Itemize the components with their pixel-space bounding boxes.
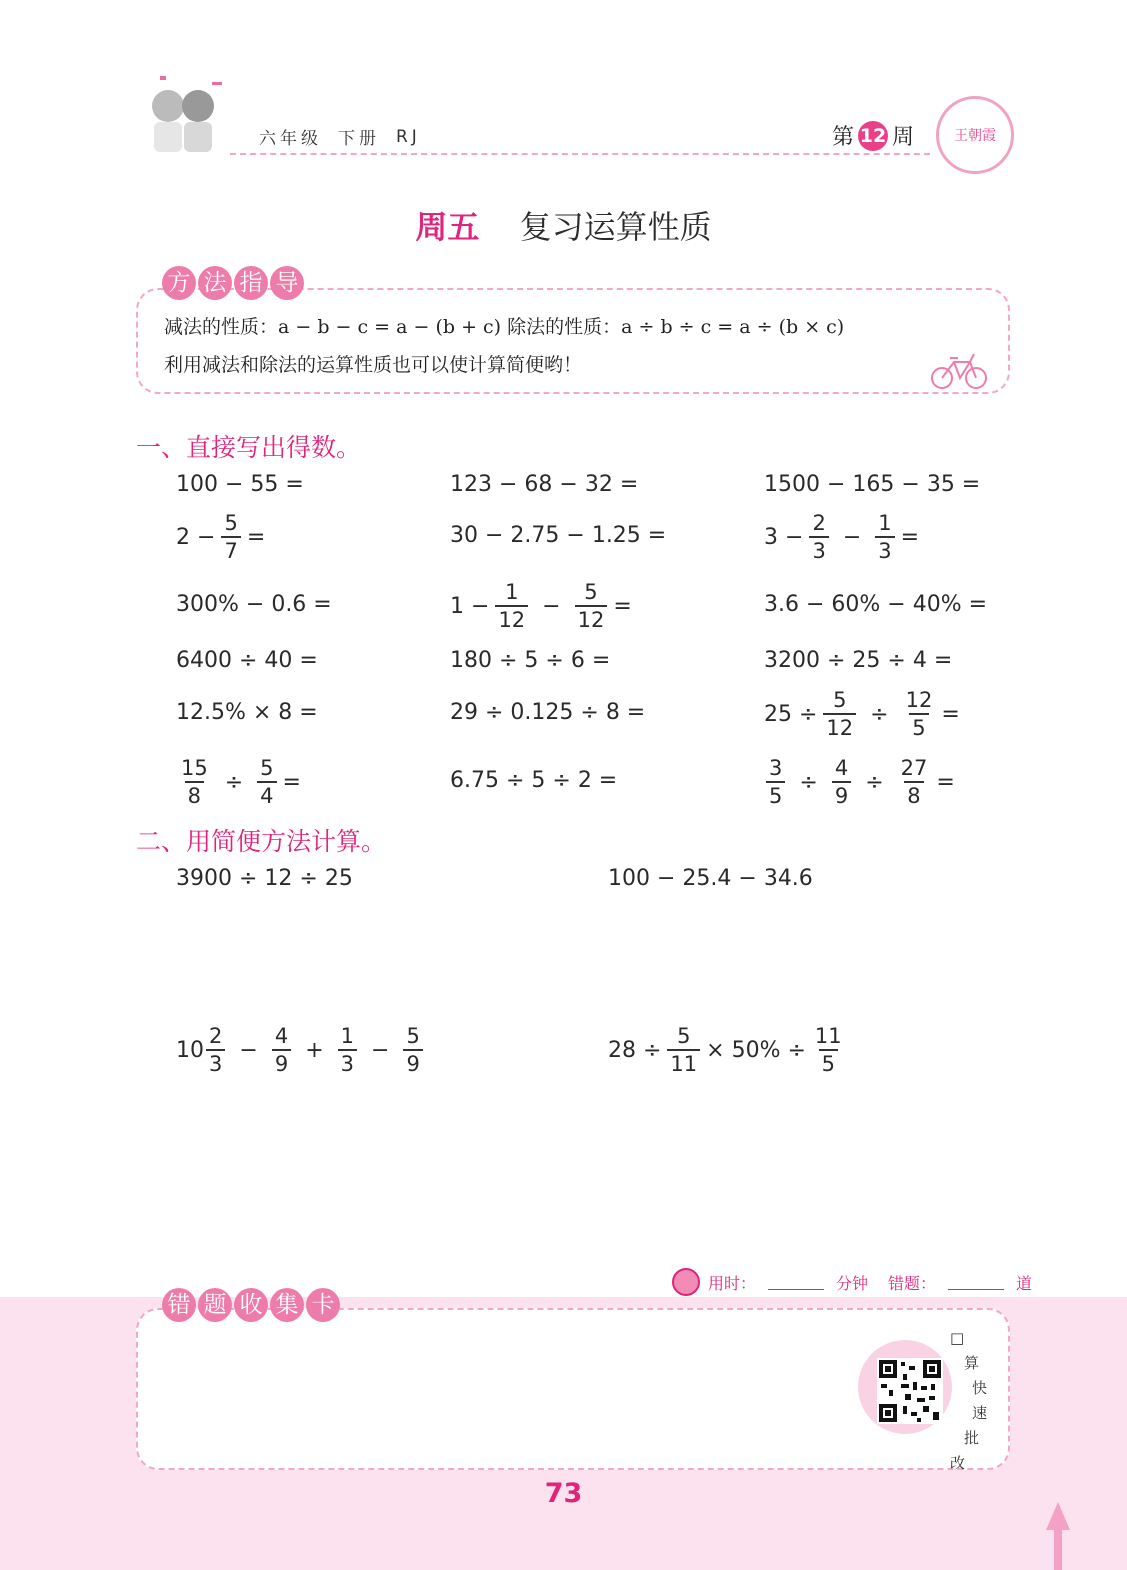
numerator: 5 (833, 688, 847, 712)
exercise: 29 ÷ 0.125 ÷ 8 = (450, 700, 646, 725)
numerator: 1 (340, 1024, 354, 1048)
expr-text: × 50% ÷ (706, 1038, 806, 1063)
errors-blank[interactable] (948, 1275, 1004, 1290)
numerator: 3 (769, 756, 783, 780)
exercise (764, 513, 919, 562)
expr-text: = (941, 702, 960, 727)
qr-caption (950, 1326, 990, 1476)
edition-tag: RJ (396, 126, 421, 147)
kids-illustration (140, 76, 232, 160)
card-tag-char: 卡 (306, 1288, 340, 1322)
qr-caption-char: 速 (972, 1404, 988, 1422)
denominator: 12 (495, 605, 528, 631)
expr-text: 25 ÷ (764, 702, 818, 727)
qr-caption-char: 改 (950, 1454, 966, 1472)
qr-caption-char: 算 (964, 1354, 980, 1372)
whole-number: 10 (176, 1038, 204, 1063)
numerator: 15 (181, 756, 208, 780)
week-number: 12 (858, 121, 888, 151)
exercise: 6.75 ÷ 5 ÷ 2 = (450, 768, 618, 793)
numerator: 5 (224, 511, 238, 535)
denominator: 5 (766, 781, 785, 807)
fraction (338, 1026, 357, 1075)
method-guide-box (136, 288, 1010, 394)
numerator: 4 (274, 1024, 289, 1048)
denominator: 3 (206, 1049, 225, 1075)
exercise: 300% − 0.6 = (176, 592, 332, 617)
denominator: 9 (403, 1049, 422, 1075)
numerator: 11 (814, 1024, 842, 1048)
expr-text: = (282, 770, 301, 795)
fraction (272, 1026, 291, 1075)
fraction (812, 1026, 845, 1075)
exercise (176, 513, 265, 562)
title-day: 周五 (415, 208, 480, 246)
problem: 3900 ÷ 12 ÷ 25 (176, 866, 353, 891)
time-blank[interactable] (768, 1275, 824, 1290)
fraction (178, 758, 211, 807)
error-card-tag (162, 1288, 340, 1322)
exercise: 100 − 55 = (176, 472, 304, 497)
operator: − (239, 1038, 258, 1063)
denominator: 12 (575, 605, 608, 631)
card-tag-char: 错 (162, 1288, 196, 1322)
fraction (875, 513, 894, 562)
expr-text: 28 ÷ (608, 1038, 662, 1063)
denominator: 3 (875, 536, 894, 562)
denominator: 9 (272, 1049, 291, 1075)
numerator: 5 (260, 756, 274, 780)
denominator: 11 (667, 1049, 700, 1075)
card-tag-char: 题 (198, 1288, 232, 1322)
operator: ÷ (799, 770, 818, 795)
exercise: 12.5% × 8 = (176, 700, 318, 725)
operator: ÷ (870, 702, 889, 727)
numerator: 5 (677, 1024, 691, 1048)
card-tag-char: 收 (234, 1288, 268, 1322)
fraction (809, 513, 828, 562)
denominator: 7 (221, 536, 240, 562)
numerator: 1 (505, 580, 519, 604)
fraction (257, 758, 276, 807)
qr-caption-char: 批 (964, 1429, 980, 1447)
fraction (823, 690, 856, 739)
denominator: 8 (904, 781, 923, 807)
denominator: 5 (819, 1049, 838, 1075)
fraction (206, 1026, 225, 1075)
problem (176, 1026, 429, 1075)
numerator: 2 (812, 511, 826, 535)
expr-text: = (900, 525, 920, 550)
title-topic: 复习运算性质 (519, 208, 712, 246)
method-tag-char: 法 (198, 266, 232, 300)
operator: − (542, 594, 561, 619)
expr-text: 2 − (176, 525, 216, 550)
denominator: 5 (909, 713, 928, 739)
method-tag-char: 指 (234, 266, 268, 300)
exercise: 30 − 2.75 − 1.25 = (450, 523, 667, 548)
qr-caption-char: 快 (972, 1379, 988, 1397)
problem (608, 1026, 851, 1075)
exercise: 3200 ÷ 25 ÷ 4 = (764, 648, 953, 673)
time-error-tracker (672, 1268, 1032, 1296)
week-indicator (832, 120, 914, 151)
fraction (221, 513, 240, 562)
grade-tags (255, 124, 425, 149)
numerator: 27 (900, 756, 928, 780)
fraction (403, 1026, 422, 1075)
exercise (760, 758, 955, 807)
denominator: 3 (338, 1049, 357, 1075)
grade-tag: 六年级 (259, 129, 322, 149)
exercise (172, 758, 301, 807)
fraction (575, 582, 608, 631)
bicycle-icon (930, 350, 990, 392)
fraction (766, 758, 785, 807)
numerator: 2 (209, 1024, 223, 1048)
alarm-clock-icon (672, 1268, 700, 1296)
exercise (450, 582, 632, 631)
denominator: 8 (185, 781, 204, 807)
page-title (0, 202, 1127, 248)
operator: ÷ (865, 770, 884, 795)
fraction (832, 758, 851, 807)
exercise (764, 690, 960, 739)
header-divider (230, 153, 930, 155)
arrow-up-icon (1042, 1500, 1074, 1570)
qr-caption-char: □ (950, 1329, 965, 1347)
exercise: 123 − 68 − 32 = (450, 472, 639, 497)
page-number: 73 (544, 1478, 583, 1509)
expr-text: 3 − (764, 525, 804, 550)
numerator: 1 (878, 511, 892, 535)
method-rule-line: 减法的性质：a − b − c = a − (b + c) 除法的性质：a ÷ b ÷ c = a ÷ (b × c) (164, 316, 845, 338)
fraction (903, 690, 936, 739)
exercise: 3.6 − 60% − 40% = (764, 592, 988, 617)
seal-text: 王朝霞 (954, 128, 996, 144)
method-guide-tag (162, 266, 304, 300)
operator: + (305, 1038, 324, 1063)
denominator: 4 (257, 781, 276, 807)
denominator: 3 (809, 536, 828, 562)
card-tag-char: 集 (270, 1288, 304, 1322)
expr-text: 1 − (450, 594, 490, 619)
minutes-label: 分钟 (836, 1273, 869, 1293)
expr-text: = (613, 594, 632, 619)
numerator: 4 (834, 756, 849, 780)
operator: − (371, 1038, 390, 1063)
problem: 100 − 25.4 − 34.6 (608, 866, 813, 891)
exercise: 1500 − 165 − 35 = (764, 472, 981, 497)
exercise: 180 ÷ 5 ÷ 6 = (450, 648, 611, 673)
numerator: 5 (406, 1024, 420, 1048)
section1-heading: 一、直接写出得数。 (136, 433, 362, 462)
section2-heading: 二、用简便方法计算。 (136, 827, 387, 856)
operator: − (842, 525, 862, 550)
method-tip-line: 利用减法和除法的运算性质也可以使计算简便哟！ (164, 354, 583, 376)
week-suffix: 周 (892, 125, 915, 150)
qr-code-icon[interactable] (877, 1358, 943, 1424)
week-prefix: 第 (832, 125, 855, 150)
brand-seal (936, 96, 1014, 174)
expr-text: = (936, 770, 955, 795)
method-tag-char: 方 (162, 266, 196, 300)
denominator: 9 (832, 781, 851, 807)
volume-tag: 下册 (338, 129, 380, 149)
fraction (495, 582, 528, 631)
errors-unit: 道 (1016, 1273, 1033, 1293)
errors-label: 错题： (888, 1273, 937, 1293)
time-label: 用时： (708, 1273, 757, 1293)
denominator: 12 (823, 713, 856, 739)
operator: ÷ (224, 770, 244, 795)
exercise: 6400 ÷ 40 = (176, 648, 318, 673)
fraction (667, 1026, 700, 1075)
expr-text: = (246, 525, 266, 550)
method-tag-char: 导 (270, 266, 304, 300)
numerator: 5 (584, 580, 598, 604)
fraction (898, 758, 931, 807)
numerator: 12 (905, 688, 933, 712)
